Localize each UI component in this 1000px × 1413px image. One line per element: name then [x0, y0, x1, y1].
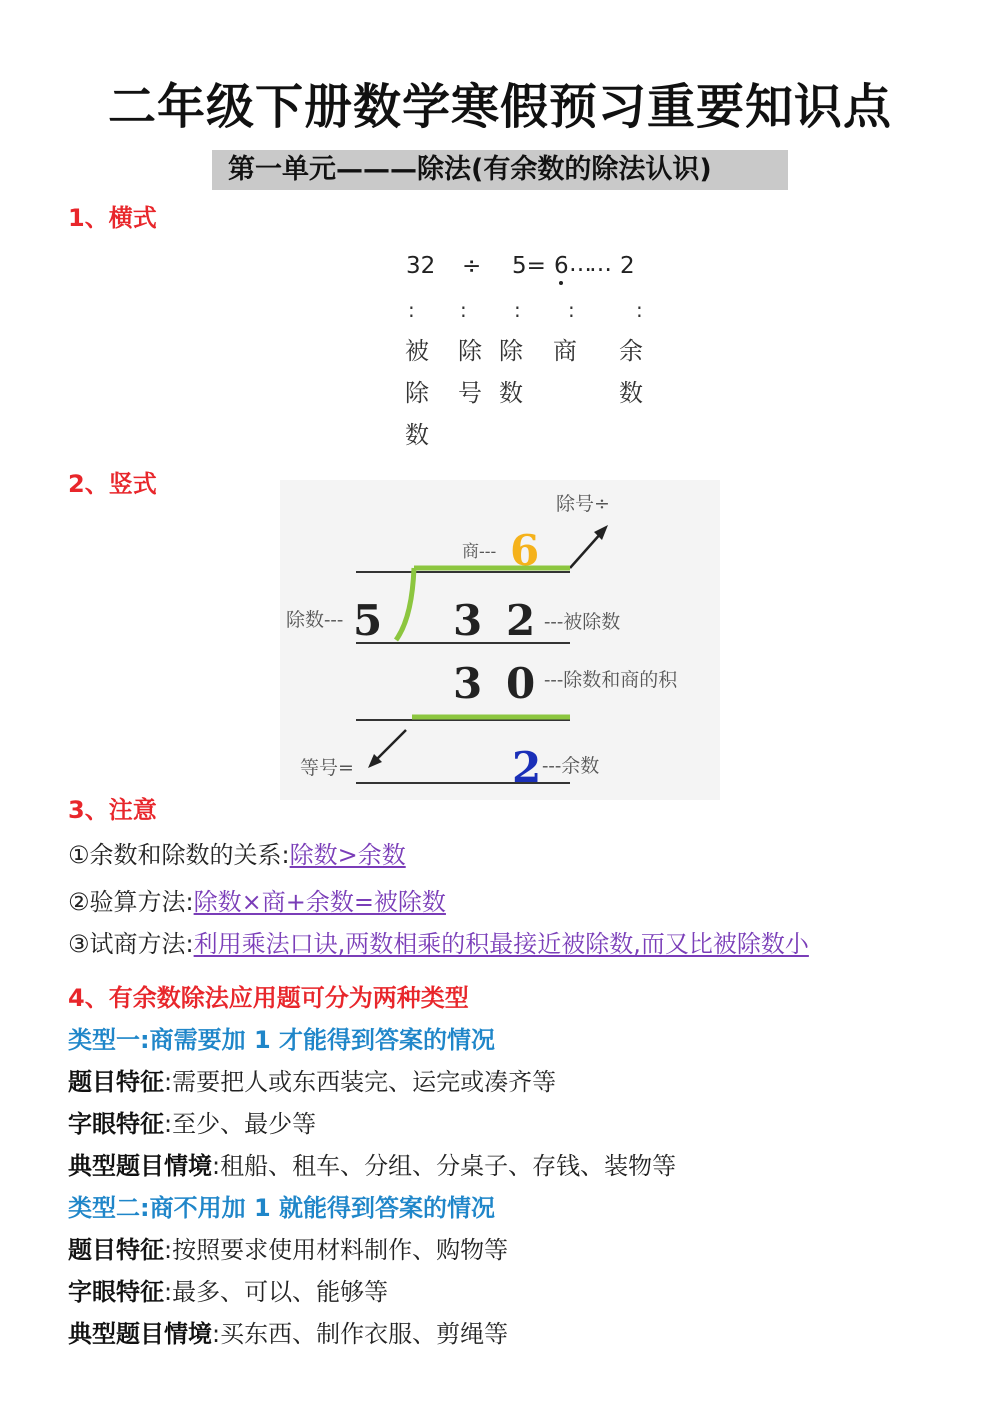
label-char: 数	[619, 379, 643, 407]
eq-divisor: 5=	[512, 253, 546, 279]
label-remainder	[618, 330, 644, 414]
type1-row-scenarios	[68, 1146, 676, 1181]
row-text: :买东西、制作衣服、剪绳等	[212, 1320, 509, 1348]
label-char: 被	[405, 337, 429, 365]
type2-row-keywords	[68, 1272, 388, 1307]
type2-row-feature	[68, 1230, 508, 1265]
label-remainder-symbol: ---余数	[542, 755, 600, 777]
diagram-background	[280, 480, 720, 800]
diagram-product-tens: 3	[453, 659, 483, 708]
label-quotient-symbol: 商---	[462, 542, 497, 562]
label-char: 除	[405, 379, 429, 407]
label-char: 数	[405, 421, 429, 449]
eq-division-sign: ÷	[462, 253, 482, 279]
page-title: 二年级下册数学寒假预习重要知识点	[107, 79, 892, 135]
colon-1: :	[408, 298, 415, 322]
label-equals-symbol: 等号=	[300, 757, 354, 779]
diagram-divisor: 5	[353, 596, 383, 645]
section2-heading: 2、竖式	[68, 470, 157, 498]
label-dividend-symbol: ---被除数	[544, 611, 621, 633]
colon-2: :	[460, 298, 467, 322]
note-highlight: 利用乘法口诀,两数相乘的积最接近被除数,而又比被除数小	[193, 930, 809, 958]
section3-heading: 3、注意	[68, 796, 157, 824]
diagram-remainder: 2	[512, 743, 542, 792]
note-prefix: ②验算方法:	[68, 888, 194, 916]
eq-quotient: 6	[554, 253, 569, 279]
label-dividend	[404, 330, 430, 456]
note-prefix: ①余数和除数的关系:	[68, 841, 290, 869]
type2-title: 类型二:商不用加 1 就能得到答案的情况	[68, 1194, 496, 1222]
label-quotient	[552, 330, 578, 372]
note-highlight: 除数×商+余数=被除数	[193, 888, 446, 916]
colon-4: :	[568, 298, 575, 322]
row-text: :需要把人或东西装完、运完或凑齐等	[164, 1068, 557, 1096]
row-text: :至少、最少等	[164, 1110, 317, 1138]
row-label: 典型题目情境	[68, 1320, 212, 1348]
diagram-product-ones: 0	[506, 659, 536, 708]
note-item-1	[68, 835, 406, 870]
diagram-dividend-ones: 2	[506, 596, 536, 645]
label-char: 除	[458, 337, 482, 365]
eq-dots: ……	[569, 251, 609, 277]
diagram-dividend-tens: 3	[453, 596, 483, 645]
row-label: 题目特征	[68, 1236, 164, 1264]
label-char: 号	[458, 379, 482, 407]
type1-row-keywords	[68, 1104, 316, 1139]
label-char: 数	[499, 379, 523, 407]
type1-row-feature	[68, 1062, 556, 1097]
label-char: 余	[619, 337, 643, 365]
label-char: 商	[553, 337, 577, 365]
long-division-diagram	[280, 480, 720, 800]
label-division-sign	[457, 330, 483, 414]
row-label: 典型题目情境	[68, 1152, 212, 1180]
row-text: :最多、可以、能够等	[164, 1278, 389, 1306]
label-division-sign-symbol: 除号÷	[556, 493, 610, 515]
row-label: 字眼特征	[68, 1278, 164, 1306]
row-text: :按照要求使用材料制作、购物等	[164, 1236, 509, 1264]
type2-row-scenarios	[68, 1314, 508, 1349]
unit-banner: 第一单元———除法(有余数的除法认识)	[212, 150, 788, 190]
note-highlight: 除数>余数	[289, 841, 406, 869]
row-label: 题目特征	[68, 1068, 164, 1096]
row-label: 字眼特征	[68, 1110, 164, 1138]
label-divisor	[498, 330, 524, 414]
section4-heading: 4、有余数除法应用题可分为两种类型	[68, 984, 469, 1012]
diagram-quotient: 6	[510, 526, 540, 575]
eq-remainder: 2	[620, 253, 635, 279]
note-item-3	[68, 924, 809, 959]
eq-dividend: 32	[406, 253, 436, 279]
colon-5: :	[636, 298, 643, 322]
quotient-dot	[559, 281, 563, 285]
row-text: :租船、租车、分组、分桌子、存钱、装物等	[212, 1152, 677, 1180]
type1-title: 类型一:商需要加 1 才能得到答案的情况	[68, 1026, 496, 1054]
note-prefix: ③试商方法:	[68, 930, 194, 958]
label-product-symbol: ---除数和商的积	[544, 669, 678, 691]
label-divisor-symbol: 除数---	[286, 609, 344, 631]
section1-heading: 1、横式	[68, 204, 157, 232]
note-item-2	[68, 882, 446, 917]
colon-3: :	[514, 298, 521, 322]
label-char: 除	[499, 337, 523, 365]
